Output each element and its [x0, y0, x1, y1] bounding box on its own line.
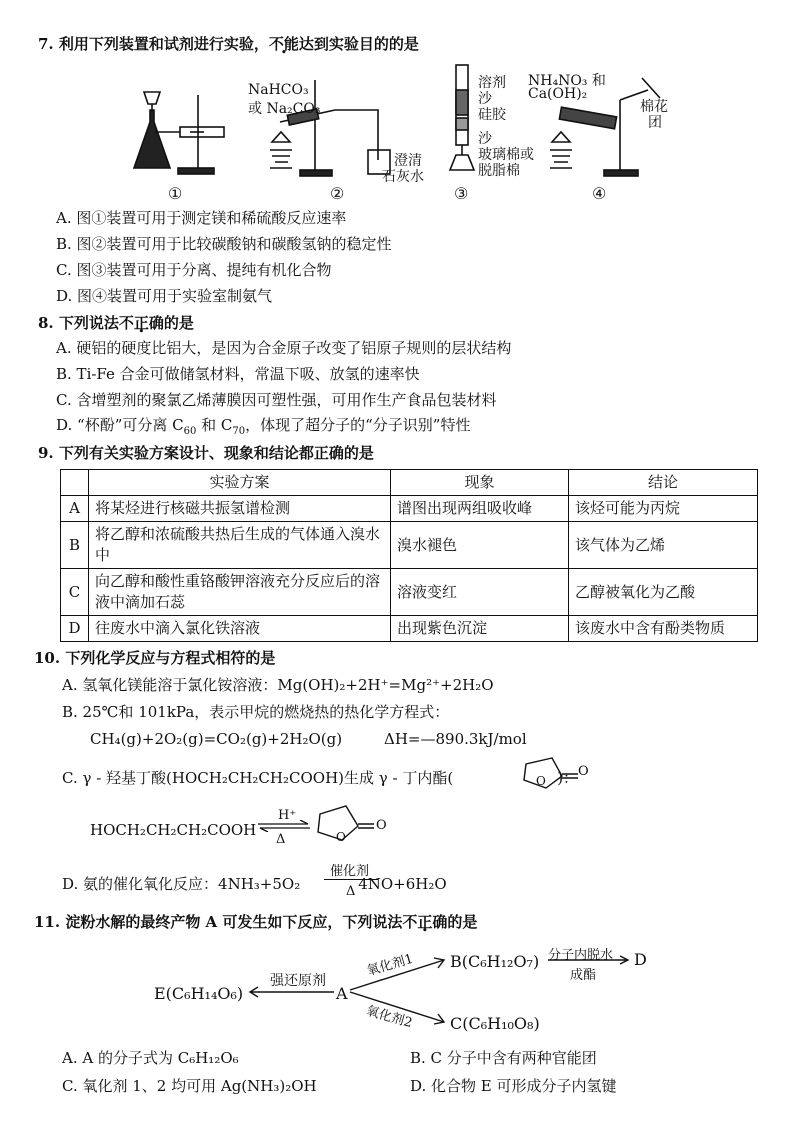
scheme-label-dehydration: 分子内脱水 — [548, 948, 614, 963]
fig3-label-sand-bottom: 沙 — [478, 131, 492, 147]
reversible-arrow — [256, 820, 312, 832]
row-phenomenon: 谱图出现两组吸收峰 — [391, 496, 569, 522]
fig2-reagent-label-2: 或 Na₂CO₃ — [248, 101, 321, 117]
ring-product-o: O — [336, 830, 346, 844]
fig-number-2: ② — [330, 184, 345, 203]
fig2-reagent-label-1: NaHCO₃ — [248, 82, 309, 98]
fig-number-1: ① — [168, 184, 183, 203]
q7-option-c: C. 图③装置可用于分离、提纯有机化合物 — [56, 261, 332, 279]
fig3-label-silica: 硅胶 — [478, 107, 506, 123]
fig-number-3: ③ — [454, 184, 469, 203]
scheme-label-oxidant-2: 氧化剂2 — [364, 1003, 414, 1032]
q9-stem: 9. 下列有关实验方案设计、现象和结论都正确的是 — [38, 444, 374, 462]
ring-inline-o: O — [536, 774, 546, 788]
table-header-key — [61, 470, 89, 496]
fig-number-4: ④ — [592, 184, 607, 203]
fig2-limewater-label-1: 澄清 — [394, 153, 422, 169]
arrow-a-to-e — [246, 984, 336, 1000]
fig3-label-glasswool-2: 脱脂棉 — [478, 163, 520, 179]
q7-apparatus-figure — [120, 60, 680, 205]
lactone-ring-product — [312, 800, 402, 848]
scheme-compound-e: E(C₆H₁₄O₆) — [154, 984, 244, 1003]
q10-option-a: A. 氢氧化镁能溶于氯化铵溶液：Mg(OH)₂+2H⁺=Mg²⁺+2H₂O — [62, 676, 494, 694]
scheme-compound-d: D — [634, 950, 647, 969]
q11-option-a: A. A 的分子式为 C₆H₁₂O₆ — [62, 1049, 239, 1067]
ring-inline-eq-o: O — [578, 764, 589, 779]
fig4-cotton-label-2: 团 — [648, 115, 662, 131]
q7-option-b: B. 图②装置可用于比较碳酸钠和碳酸氢钠的稳定性 — [56, 235, 392, 253]
q10-option-c-equation: HOCH₂CH₂CH₂COOH — [90, 821, 257, 839]
fig4-cotton-label-1: 棉花 — [640, 99, 668, 115]
row-key: C — [61, 569, 89, 616]
q10-option-b-equation: CH₄(g)+2O₂(g)=CO₂(g)+2H₂O(g) — [90, 730, 343, 748]
row-phenomenon: 溶液变红 — [391, 569, 569, 616]
q11-stem: 11. 淀粉水解的最终产物 A 可发生如下反应，下列说法不正确的是 — [34, 913, 478, 931]
table-header-phenomenon: 现象 — [391, 470, 569, 496]
row-phenomenon: 溴水褪色 — [391, 522, 569, 569]
row-conclusion: 该废水中含有酚类物质 — [569, 616, 758, 642]
row-conclusion: 乙醇被氧化为乙酸 — [569, 569, 758, 616]
q7-option-a: A. 图①装置可用于测定镁和稀硫酸反应速率 — [56, 209, 347, 227]
q10-c-condition-top: H⁺ — [278, 808, 297, 823]
table-row — [61, 569, 758, 616]
table-header-conclusion: 结论 — [569, 470, 758, 496]
row-plan: 向乙醇和酸性重铬酸钾溶液充分反应后的溶液中滴加石蕊 — [89, 569, 391, 616]
q7-stem: 7. 利用下列装置和试剂进行实验，不能达到实验目的的是 — [38, 35, 419, 53]
q8-option-d: D. “杯酚”可分离 $C_{60}$ 和 $C_{70}$，体现了超分子的“分子识别”特性 — [56, 416, 471, 437]
fig4-reagent-label-1: NH₄NO₃ 和 — [528, 73, 606, 89]
q8-option-c: C. 含增塑剂的聚氯乙烯薄膜因可塑性强，可用作生产食品包装材料 — [56, 391, 497, 409]
scheme-label-esterify: 成酯 — [570, 968, 597, 983]
row-key: D — [61, 616, 89, 642]
q10-option-c: C. γ - 羟基丁酸(HOCH₂CH₂CH₂COOH)生成 γ - 丁内酯( )： — [62, 769, 579, 787]
table-header-plan: 实验方案 — [89, 470, 391, 496]
fig4-reagent-label-2: Ca(OH)₂ — [528, 86, 588, 102]
q10-stem: 10. 下列化学反应与方程式相符的是 — [34, 649, 276, 667]
q10-c-condition-bottom: Δ — [276, 832, 286, 847]
q11-option-c: C. 氧化剂 1、2 均可用 Ag(NH₃)₂OH — [62, 1077, 317, 1095]
q11-stem-emphasis: 不正确 — [402, 913, 448, 931]
scheme-label-oxidant-1: 氧化剂1 — [365, 951, 415, 980]
q10-d-bar — [324, 879, 378, 880]
q8-stem: 8. 下列说法不正确的是 — [38, 314, 194, 332]
q11-option-d: D. 化合物 E 可形成分子内氢键 — [410, 1077, 617, 1095]
q9-experiment-table — [60, 469, 758, 642]
fig3-label-solvent: 溶剂 — [478, 75, 506, 91]
row-conclusion: 该气体为乙烯 — [569, 522, 758, 569]
q10-d-condition-bottom: Δ — [346, 884, 356, 899]
q7-option-d: D. 图④装置可用于实验室制氨气 — [56, 287, 273, 305]
row-phenomenon: 出现紫色沉淀 — [391, 616, 569, 642]
q10-option-b-enthalpy: ΔH=—890.3kJ/mol — [384, 730, 527, 748]
scheme-label-reducer: 强还原剂 — [270, 973, 326, 989]
q11-option-b: B. C 分子中含有两种官能团 — [410, 1049, 597, 1067]
row-plan: 将乙醇和浓硫酸共热后生成的气体通入溴水中 — [89, 522, 391, 569]
table-row — [61, 496, 758, 522]
row-plan: 将某烃进行核磁共振氢谱检测 — [89, 496, 391, 522]
fig3-label-sand-top: 沙 — [478, 91, 492, 107]
q8-option-b: B. Ti-Fe 合金可做储氢材料，常温下吸、放氢的速率快 — [56, 365, 420, 383]
table-row — [61, 522, 758, 569]
table-row — [61, 616, 758, 642]
row-key: B — [61, 522, 89, 569]
table-header-row — [61, 470, 758, 496]
q10-option-b: B. 25℃和 101kPa，表示甲烷的燃烧热的热化学方程式： — [62, 703, 450, 721]
scheme-compound-a: A — [336, 984, 348, 1003]
q8-stem-emphasis: 不正确 — [118, 314, 164, 332]
row-key: A — [61, 496, 89, 522]
q10-option-d: D. 氨的催化氧化反应：4NH₃+5O₂ 4NO+6H₂O — [62, 875, 447, 893]
ring-product-eq-o: O — [376, 818, 387, 833]
scheme-compound-b: B(C₆H₁₂O₇) — [450, 952, 540, 971]
fig3-label-glasswool-1: 玻璃棉或 — [478, 147, 534, 163]
q8-option-a: A. 硬铝的硬度比铝大，是因为合金原子改变了铝原子规则的层状结构 — [56, 339, 512, 357]
fig2-limewater-label-2: 石灰水 — [382, 169, 424, 185]
scheme-compound-c: C(C₆H₁₀O₈) — [450, 1014, 540, 1033]
q7-stem-emphasis: 不能 — [268, 35, 299, 53]
row-plan: 往废水中滴入氯化铁溶液 — [89, 616, 391, 642]
q10-d-condition-top: 催化剂 — [330, 864, 370, 879]
row-conclusion: 该烃可能为丙烷 — [569, 496, 758, 522]
